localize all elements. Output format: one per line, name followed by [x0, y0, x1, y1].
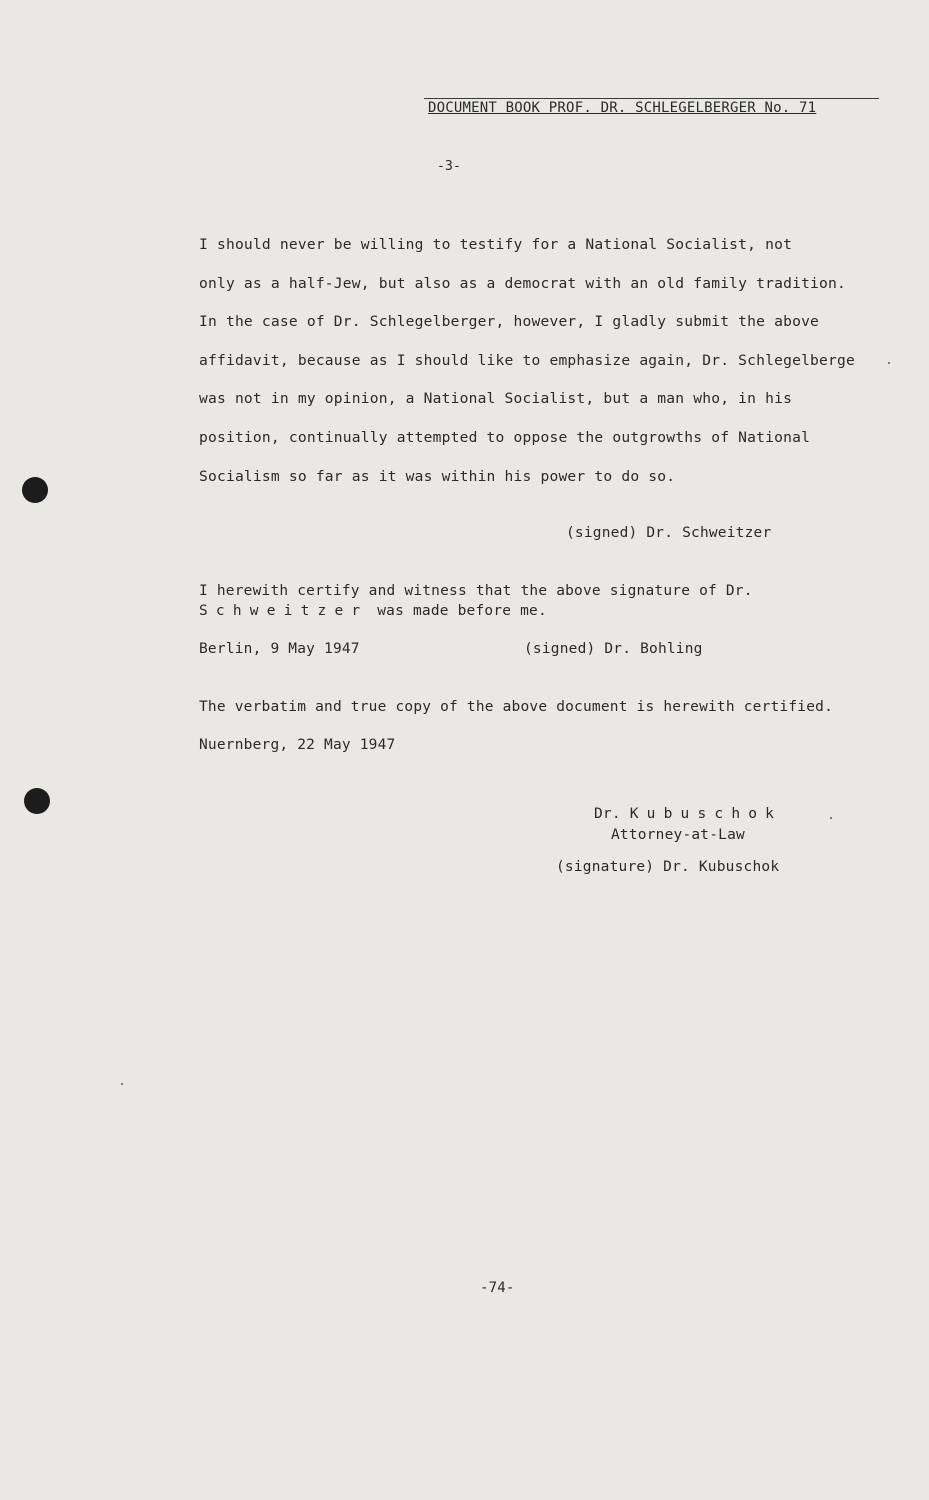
punch-hole-upper: [22, 477, 48, 503]
verbatim-certification: The verbatim and true copy of the above document is herewith certified.: [199, 699, 834, 715]
footer-page-number: -74-: [480, 1280, 515, 1296]
page-marker: -3-: [437, 159, 462, 174]
paper-speck: [888, 362, 890, 364]
header-rule: [424, 98, 879, 99]
berlin-place-date: Berlin, 9 May 1947: [199, 641, 360, 657]
attorney-name: [594, 806, 782, 822]
body-line-3: In the case of Dr. Schlegelberger, however, I gladly submit the above: [199, 313, 820, 330]
body-line-2: only as a half-Jew, but also as a democrat with an old family tradition.: [199, 275, 847, 292]
certification-line-2: [199, 603, 547, 619]
punch-hole-lower: [24, 788, 50, 814]
signed-bohling: (signed) Dr. Bohling: [524, 641, 703, 657]
attorney-name-prefix: Dr.: [594, 806, 621, 822]
document-book-header: DOCUMENT BOOK PROF. DR. SCHLEGELBERGER No. 71: [428, 100, 817, 116]
attorney-signature: (signature) Dr. Kubuschok: [556, 859, 780, 875]
signed-schweitzer: (signed) Dr. Schweitzer: [566, 525, 772, 541]
attorney-name-spaced: Kubuschok: [629, 806, 783, 822]
paper-speck: [121, 1083, 123, 1085]
certification-line-1: I herewith certify and witness that the above signature of Dr.: [199, 583, 753, 599]
body-line-4: affidavit, because as I should like to emphasize again, Dr. Schlegelberge: [199, 352, 855, 369]
paper-speck: [830, 817, 832, 819]
certification-line-2-rest: was made before me.: [377, 603, 547, 619]
body-line-5: was not in my opinion, a National Socialist, but a man who, in his: [199, 390, 793, 407]
nuernberg-place-date: Nuernberg, 22 May 1947: [199, 737, 396, 753]
body-line-6: position, continually attempted to oppose the outgrowths of National: [199, 429, 811, 446]
body-line-1: I should never be willing to testify for a National Socialist, not: [199, 236, 793, 253]
spaced-name-schweitzer: Schweitzer: [199, 603, 369, 619]
attorney-title: Attorney-at-Law: [611, 827, 745, 843]
body-line-7: Socialism so far as it was within his power to do so.: [199, 468, 676, 485]
